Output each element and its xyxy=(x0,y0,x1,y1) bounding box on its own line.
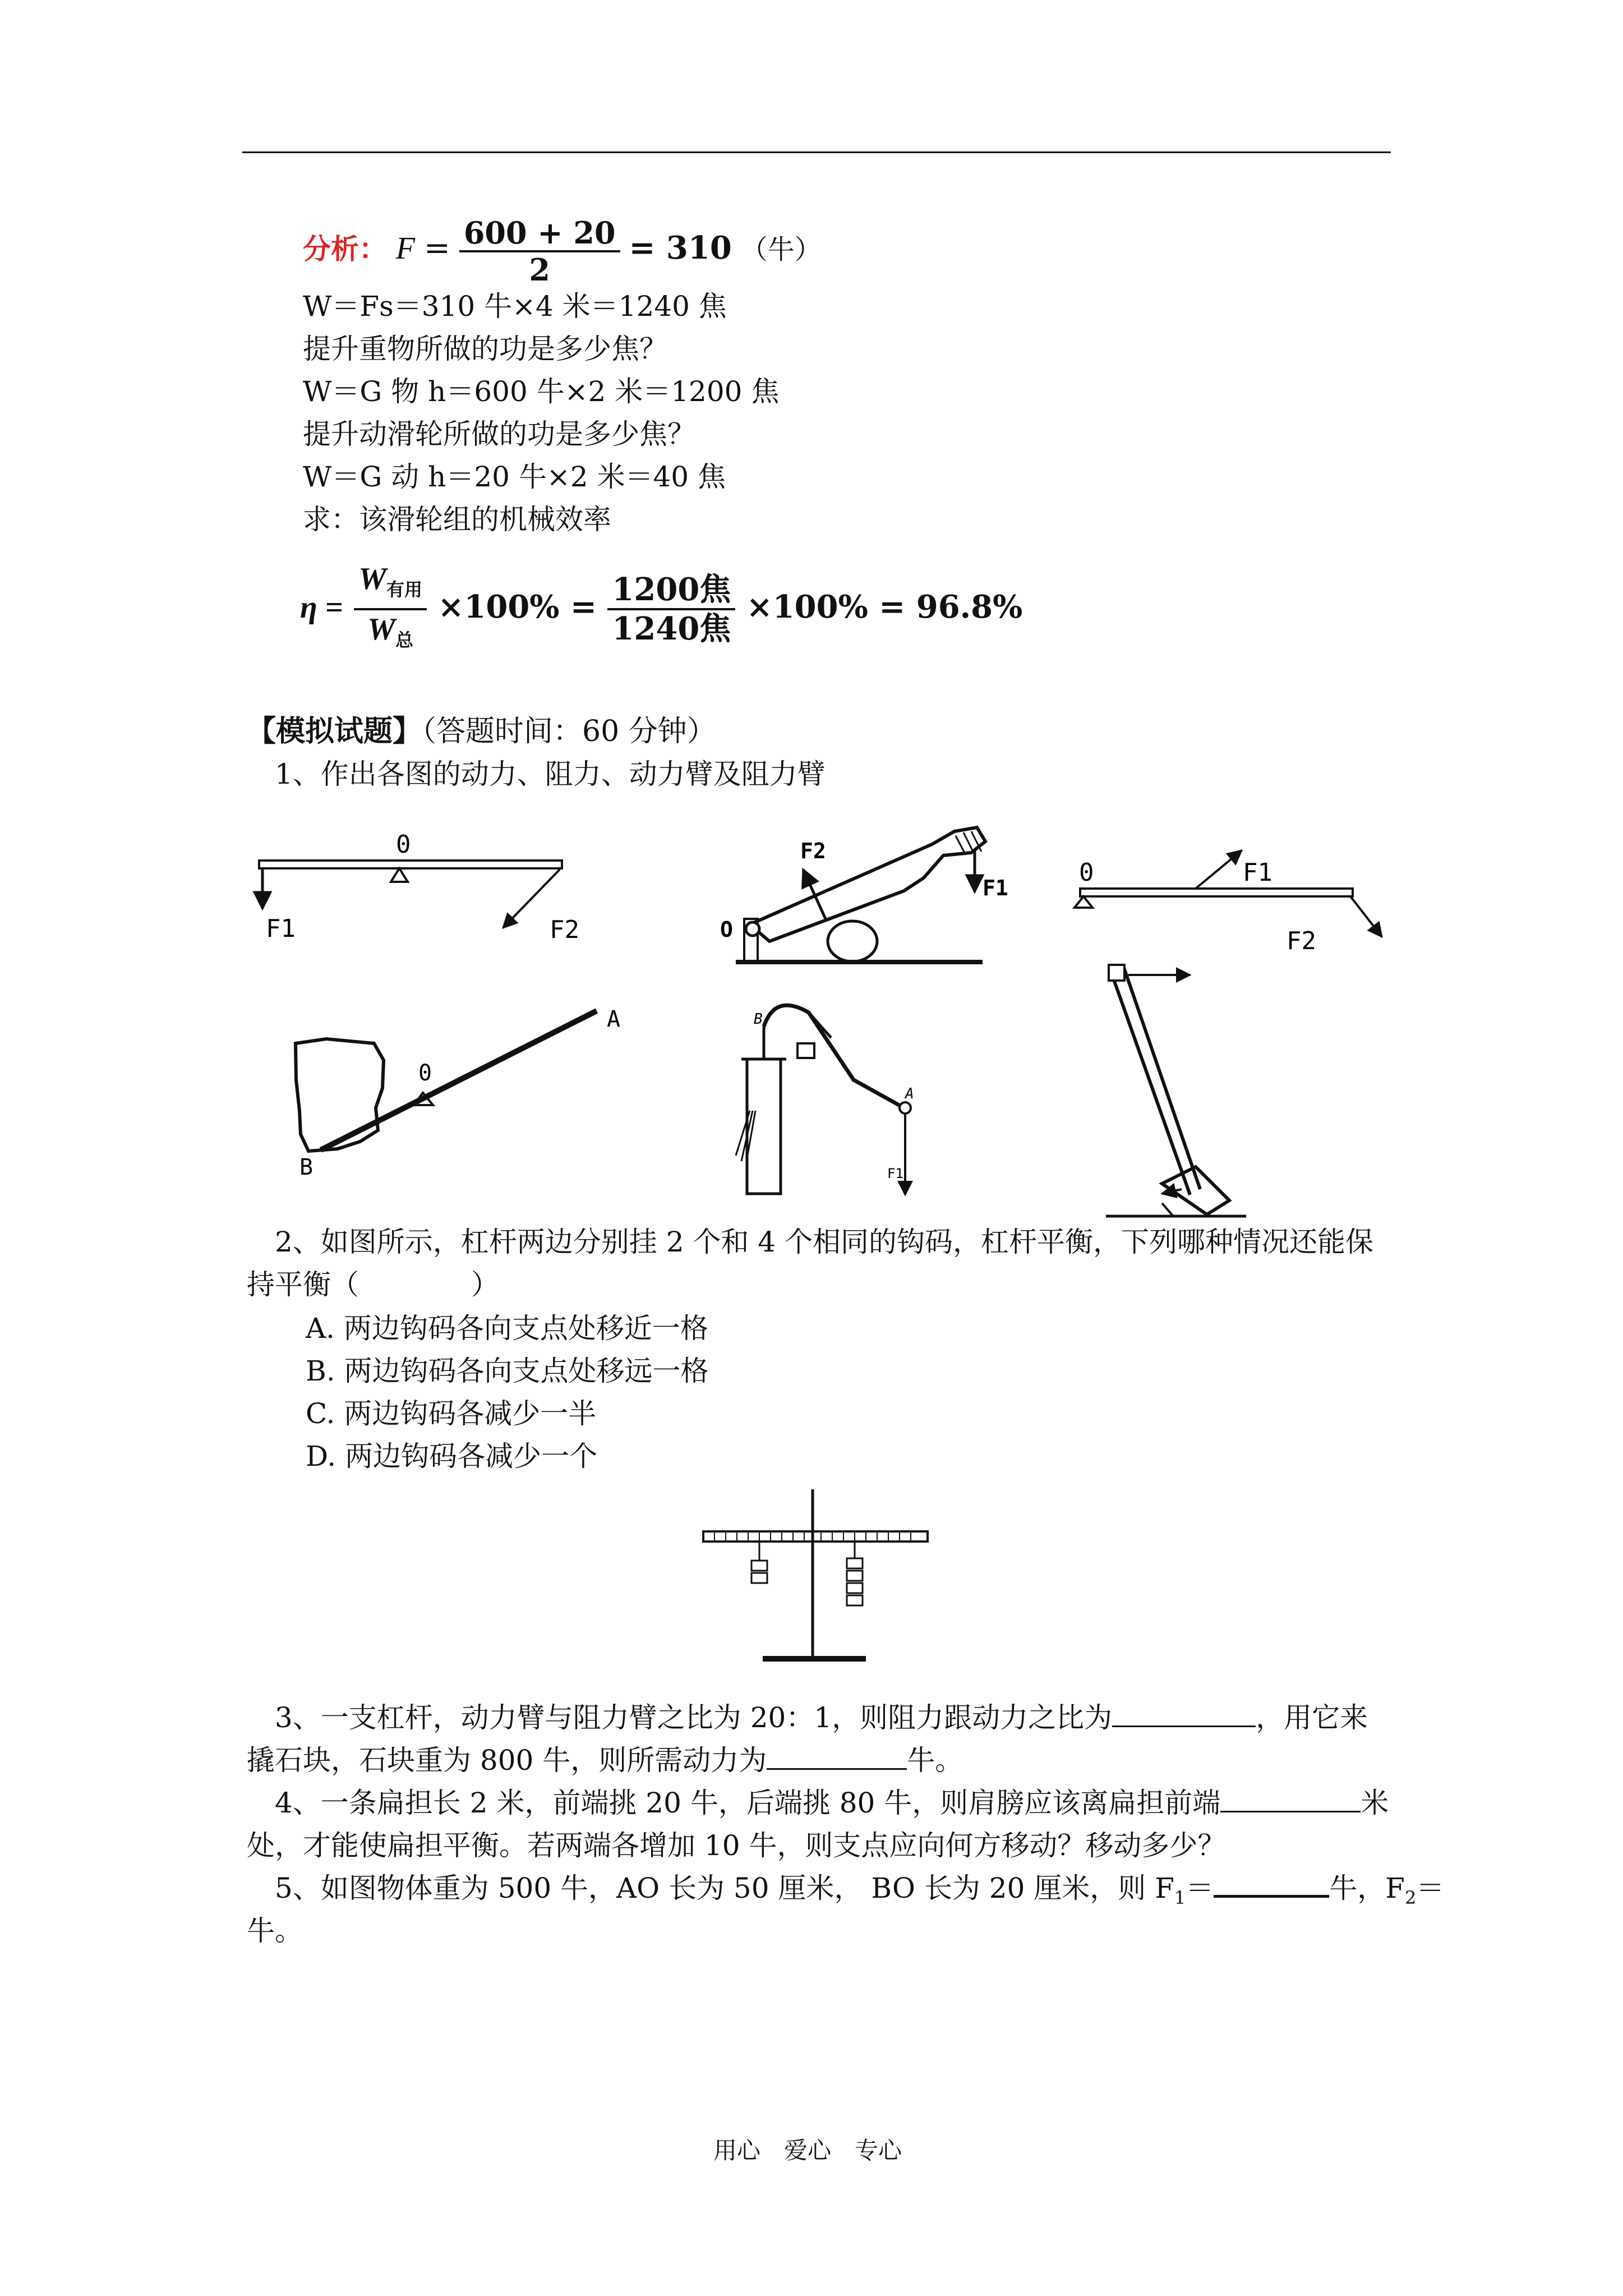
formula-fraction xyxy=(459,215,620,287)
knife-o-label: O xyxy=(720,917,733,942)
rock-o-label: 0 xyxy=(418,1060,432,1086)
q4-line-1 xyxy=(275,1782,1389,1824)
mock-heading xyxy=(247,710,716,753)
lever-figure-3 xyxy=(1075,850,1382,955)
q5-text-a: 5、如图物体重为 500 牛，AO 长为 50 厘米， BO 长为 20 厘米，则 F xyxy=(275,1872,1174,1904)
eta-num1-sub: 有用 xyxy=(386,579,422,601)
pump-figure xyxy=(736,1005,914,1195)
lever1-f1-label: F1 xyxy=(266,914,296,943)
lever1-o-label: 0 xyxy=(396,830,411,859)
lever3-o-label: 0 xyxy=(1079,858,1094,887)
page-footer: 用心 爱心 专心 xyxy=(713,2137,902,2164)
eta-den1: W xyxy=(367,612,395,647)
q2-line-2: 持平衡（ ） xyxy=(247,1268,499,1301)
analysis-line-1: W＝Fs＝310 牛×4 米＝1240 焦 xyxy=(303,290,727,323)
eta-times-2: ×100% = 96.8% xyxy=(746,588,1023,625)
q3-text-a: 3、一支杠杆，动力臂与阻力臂之比为 20：1，则阻力跟动力之比为 xyxy=(275,1701,1113,1734)
balance-figure xyxy=(695,1481,937,1677)
q4-text-a: 4、一条扁担长 2 米，前端挑 20 牛，后端挑 80 牛，则肩膀应该离扁担前端 xyxy=(275,1787,1221,1819)
q3-blank-ratio[interactable] xyxy=(1112,1699,1256,1727)
lever1-f2-label: F2 xyxy=(550,915,579,944)
analysis-formula xyxy=(303,209,822,287)
q3-line-1 xyxy=(275,1696,1368,1739)
eta-den2: 1240焦 xyxy=(612,610,731,648)
q3-blank-force[interactable] xyxy=(767,1741,907,1770)
q4-text-b: 米 xyxy=(1361,1787,1389,1819)
rock-b-label: B xyxy=(299,1154,313,1180)
q2-option-c: C. 两边钩码各减少一半 xyxy=(306,1397,597,1430)
efficiency-formula xyxy=(300,560,1022,650)
eta-times-1: ×100% = xyxy=(437,588,597,625)
rock-lever-figure xyxy=(296,1006,620,1180)
q2-option-a: A. 两边钩码各向支点处移近一格 xyxy=(306,1312,708,1345)
knife-f1-label: F1 xyxy=(983,876,1008,900)
lever3-f1-label: F1 xyxy=(1243,858,1272,887)
q5-line-2: 牛。 xyxy=(247,1915,303,1947)
q5-text-b: ＝ xyxy=(1186,1872,1214,1904)
eta-fraction-1 xyxy=(354,560,427,659)
knife-figure xyxy=(720,827,1008,962)
q5-blank-f1[interactable] xyxy=(1214,1868,1329,1898)
analysis-line-2: 提升重物所做的功是多少焦？ xyxy=(303,333,667,365)
eta-den1-sub: 总 xyxy=(395,629,413,651)
formula-numerator: 600 + 20 xyxy=(459,215,620,252)
formula-unit: （牛） xyxy=(740,234,822,265)
eta-num2: 1200焦 xyxy=(607,571,735,610)
pump-f1-label: F1 xyxy=(887,1166,903,1181)
q4-blank-distance[interactable] xyxy=(1220,1784,1361,1812)
analysis-line-6: 求：该滑轮组的机械效率 xyxy=(303,503,611,536)
lever-figure-1 xyxy=(259,830,579,944)
q1-figures xyxy=(242,797,1403,1223)
analysis-line-4: 提升动滑轮所做的功是多少焦？ xyxy=(303,418,695,450)
q3-text-b: ，用它来 xyxy=(1256,1701,1368,1734)
q5-line-1 xyxy=(275,1867,1444,1919)
q5-text-d: ＝ xyxy=(1416,1872,1445,1904)
q3-text-c: 撬石块，石块重为 800 牛，则所需动力为 xyxy=(247,1744,767,1777)
lever3-f2-label: F2 xyxy=(1287,927,1316,955)
pump-a-label: A xyxy=(905,1085,914,1102)
formula-equals: = xyxy=(424,230,450,266)
knife-f2-label: F2 xyxy=(800,839,826,863)
formula-denominator: 2 xyxy=(529,252,550,288)
q4-line-2: 处，才能使扁担平衡。若两端各增加 10 牛，则支点应向何方移动？移动多少？ xyxy=(247,1829,1226,1862)
q5-sub-1: 1 xyxy=(1174,1887,1186,1908)
eta-num1: W xyxy=(358,562,386,596)
rock-a-label: A xyxy=(607,1006,621,1032)
q5-sub-2: 2 xyxy=(1404,1887,1417,1908)
q3-line-2 xyxy=(247,1739,963,1782)
pump-b-label: B xyxy=(754,1011,763,1028)
analysis-line-5: W＝G 动 h＝20 牛×2 米＝40 焦 xyxy=(303,461,726,493)
eta-symbol: η = xyxy=(300,590,343,625)
q5-text-c: 牛，F xyxy=(1329,1872,1405,1904)
header-rule xyxy=(242,151,1391,153)
analysis-line-3: W＝G 物 h＝600 牛×2 米＝1200 焦 xyxy=(303,375,780,408)
q1-text: 1、作出各图的动力、阻力、动力臂及阻力臂 xyxy=(275,758,826,790)
mock-time: （答题时间：60 分钟） xyxy=(422,715,716,748)
q2-option-d: D. 两边钩码各减少一个 xyxy=(306,1440,598,1473)
q2-option-b: B. 两边钩码各向支点处移远一格 xyxy=(306,1355,709,1387)
formula-lhs: F xyxy=(395,231,416,266)
hammer-figure xyxy=(1106,965,1246,1216)
eta-fraction-2 xyxy=(607,571,735,647)
q3-text-d: 牛。 xyxy=(907,1744,963,1777)
q2-line-1: 2、如图所示，杠杆两边分别挂 2 个和 4 个相同的钩码，杠杆平衡，下列哪种情况还能保 xyxy=(275,1226,1374,1258)
formula-result: = 310 xyxy=(629,229,732,266)
analysis-label: 分析： xyxy=(303,232,387,265)
mock-title: 【模拟试题】 xyxy=(247,714,422,748)
